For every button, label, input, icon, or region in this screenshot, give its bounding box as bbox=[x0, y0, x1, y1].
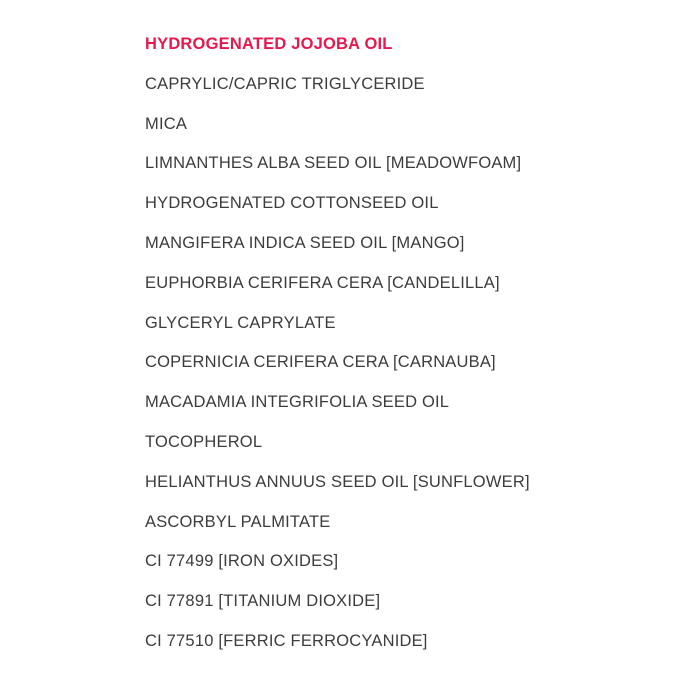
ingredient-item: TOCOPHEROL bbox=[145, 432, 263, 451]
ingredient-item: CI 77891 [TITANIUM DIOXIDE] bbox=[145, 592, 381, 611]
ingredient-list bbox=[145, 34, 530, 671]
ingredient-item: MACADAMIA INTEGRIFOLIA SEED OIL bbox=[145, 393, 450, 412]
ingredient-item: HYDROGENATED COTTONSEED OIL bbox=[145, 194, 439, 213]
ingredient-item: LIMNANTHES ALBA SEED OIL [MEADOWFOAM] bbox=[145, 154, 522, 173]
ingredient-item: CI 77499 [IRON OXIDES] bbox=[145, 552, 339, 571]
ingredient-highlighted: HYDROGENATED JOJOBA OIL bbox=[145, 35, 393, 53]
ingredient-item: GLYCERYL CAPRYLATE bbox=[145, 313, 336, 332]
ingredient-item: COPERNICIA CERIFERA CERA [CARNAUBA] bbox=[145, 353, 496, 372]
ingredient-item: MICA bbox=[145, 114, 188, 133]
ingredient-item: ASCORBYL PALMITATE bbox=[145, 512, 331, 531]
ingredient-item: CAPRYLIC/CAPRIC TRIGLYCERIDE bbox=[145, 74, 425, 93]
ingredient-item: HELIANTHUS ANNUUS SEED OIL [SUNFLOWER] bbox=[145, 472, 530, 491]
ingredient-item: CI 77510 [FERRIC FERROCYANIDE] bbox=[145, 631, 428, 650]
ingredient-item: MANGIFERA INDICA SEED OIL [MANGO] bbox=[145, 233, 465, 252]
ingredient-item: EUPHORBIA CERIFERA CERA [CANDELILLA] bbox=[145, 273, 500, 292]
